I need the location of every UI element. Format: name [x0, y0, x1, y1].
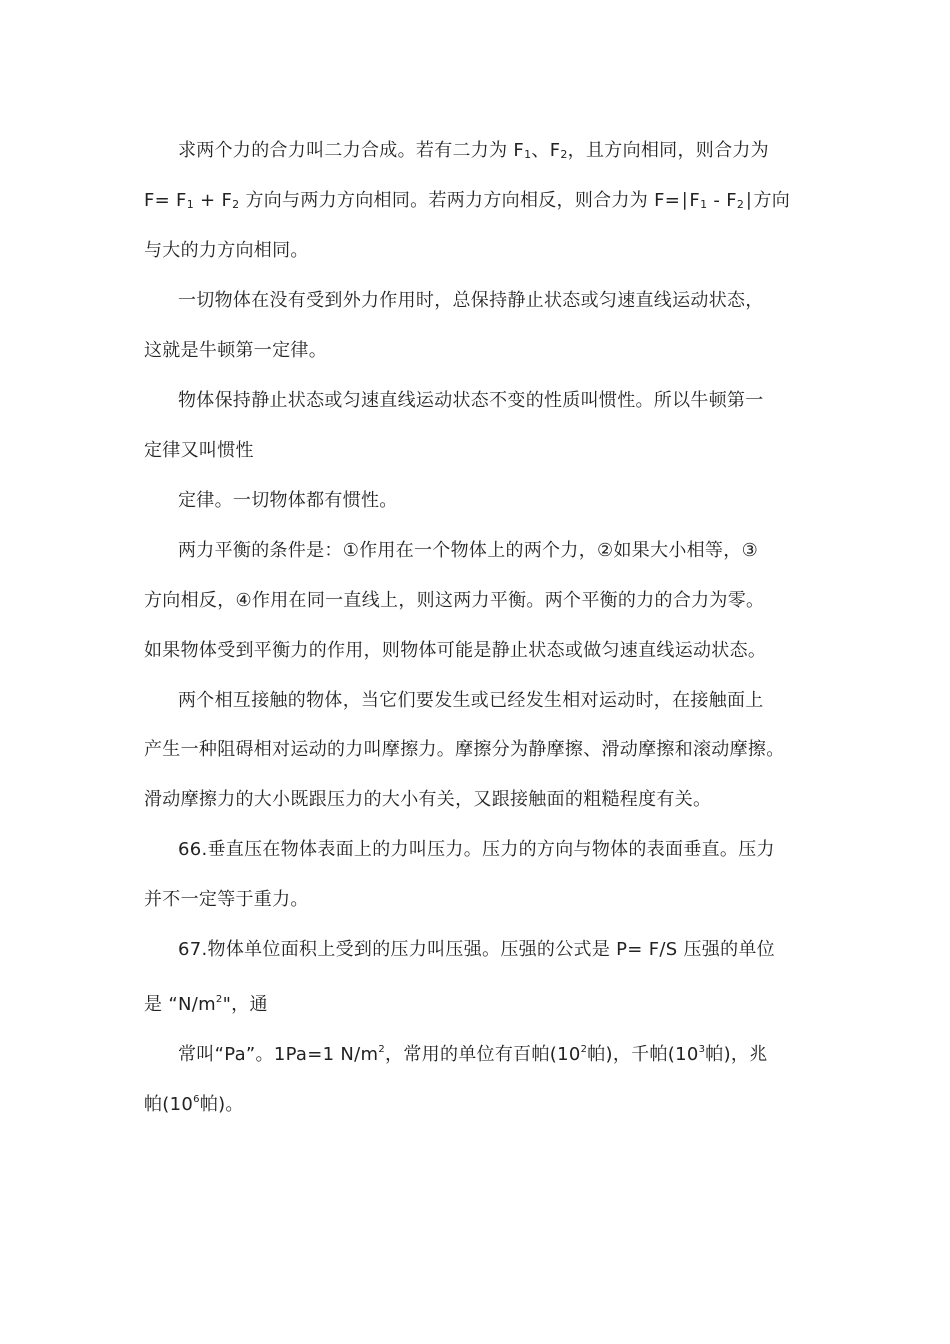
text-run: 帕(10 — [144, 1094, 194, 1115]
p2-line-2: 这就是牛顿第一定律。 — [144, 340, 327, 361]
p1-line-2 — [144, 189, 790, 217]
p1-line-3: 与大的力方向相同。 — [144, 240, 309, 261]
subscript: 1 — [186, 198, 195, 211]
subscript: 1 — [524, 148, 532, 161]
p3-line-2: 定律又叫惯性 — [144, 440, 254, 461]
text-run: "，通 — [222, 994, 268, 1015]
p7-line-2: 并不一定等于重力。 — [144, 889, 309, 910]
p2-line-1: 一切物体在没有受到外力作用时，总保持静止状态或匀速直线运动状态， — [178, 290, 764, 311]
p5-line-3: 如果物体受到平衡力的作用，则物体可能是静止状态或做匀速直线运动状态。 — [144, 640, 767, 661]
p4-line-1: 定律。一切物体都有惯性。 — [178, 490, 398, 511]
subscript: 2 — [232, 198, 240, 211]
p5-line-2: 方向相反，④作用在同一直线上，则这两力平衡。两个平衡的力的合力为零。 — [144, 590, 765, 611]
text-run: 帕)，兆 — [705, 1044, 768, 1065]
superscript: 2 — [580, 1044, 588, 1055]
text-run: 帕)，千帕(10 — [587, 1044, 699, 1065]
p6-line-2: 产生一种阻碍相对运动的力叫摩擦力。摩擦分为静摩擦、滑动摩擦和滚动摩擦。 — [144, 739, 785, 760]
text-run: F= F — [144, 190, 187, 211]
superscript: 2 — [378, 1044, 386, 1055]
superscript: 3 — [698, 1044, 706, 1055]
subscript: 2 — [560, 148, 568, 161]
text-run: ，且方向相同，则合力为 — [567, 140, 769, 161]
p1-line-1 — [178, 139, 769, 167]
p9-line-2 — [144, 1088, 244, 1117]
text-run: 常叫“Pa”。1Pa=1 N/m — [178, 1044, 379, 1065]
p6-line-1: 两个相互接触的物体，当它们要发生或已经发生相对运动时，在接触面上 — [178, 690, 764, 711]
p7-line-1: 66.垂直压在物体表面上的力叫压力。压力的方向与物体的表面垂直。压力 — [178, 839, 775, 860]
subscript: 1 — [700, 198, 708, 211]
text-run: 方向与两力方向相同。若两力方向相反，则合力为 F=∣F — [239, 190, 701, 211]
text-run: 帕)。 — [199, 1094, 244, 1115]
text-run: 求两个力的合力叫二力合成。若有二力为 F — [178, 140, 525, 161]
text-run: ∣方向 — [744, 190, 791, 211]
text-run: 是 “N/m — [144, 994, 216, 1015]
text-run: - F — [707, 190, 737, 211]
p9-line-1 — [178, 1038, 768, 1067]
p5-line-1: 两力平衡的条件是：①作用在一个物体上的两个力，②如果大小相等，③ — [178, 540, 759, 561]
text-run: ，常用的单位有百帕(10 — [385, 1044, 581, 1065]
text-run: + F — [194, 190, 233, 211]
p6-line-3: 滑动摩擦力的大小既跟压力的大小有关，又跟接触面的粗糙程度有关。 — [144, 789, 712, 810]
p8-line-2 — [144, 988, 268, 1017]
text-run: 、F — [531, 140, 561, 161]
p3-line-1: 物体保持静止状态或匀速直线运动状态不变的性质叫惯性。所以牛顿第一 — [178, 390, 764, 411]
superscript: 6 — [193, 1094, 200, 1105]
p8-line-1: 67.物体单位面积上受到的压力叫压强。压强的公式是 P= F/S 压强的单位 — [178, 939, 775, 960]
subscript: 2 — [736, 198, 745, 211]
superscript: 2 — [215, 994, 223, 1005]
